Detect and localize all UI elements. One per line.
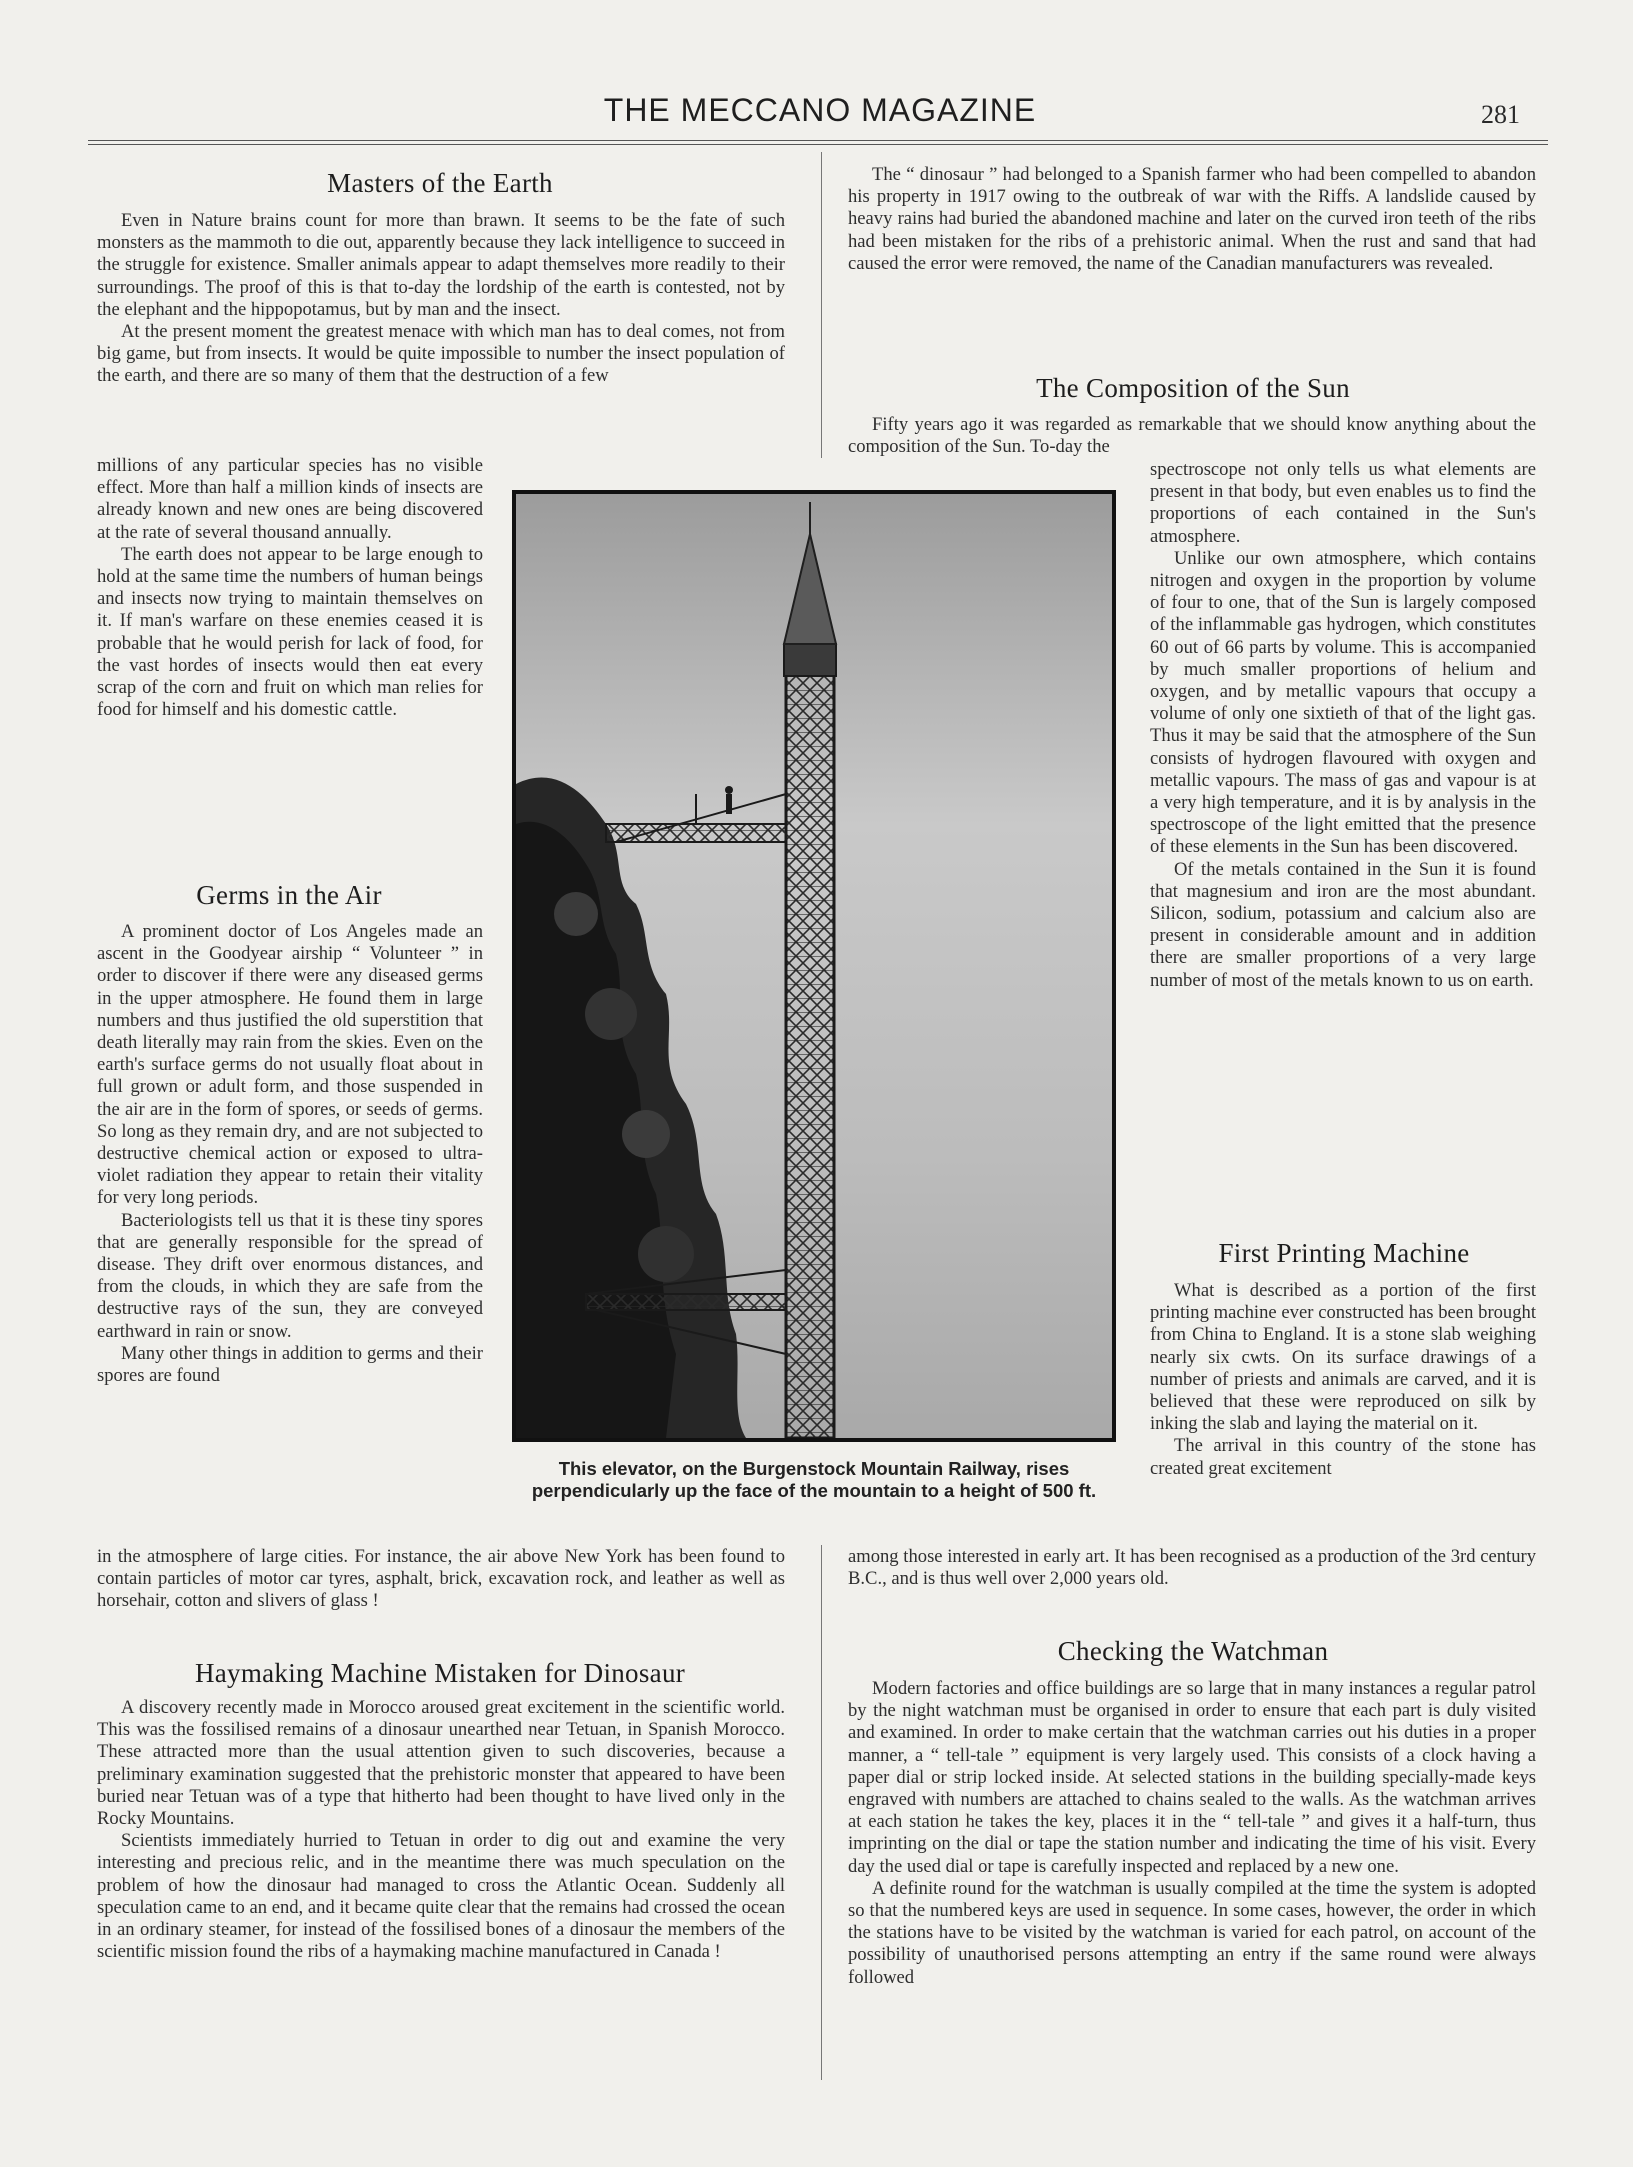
heading-checking-the-watchman: Checking the Watchman bbox=[1057, 1636, 1329, 1666]
masters-text bbox=[97, 210, 785, 388]
printing-paragraph: The arrival in this country of the stone has created great excitement bbox=[1150, 1435, 1536, 1479]
photo-caption: This elevator, on the Burgenstock Mountain Railway, rises perpendicularly up the face of the mountain to a height of 500 ft. bbox=[531, 1458, 1097, 1501]
column-divider-bottom bbox=[821, 1545, 822, 2080]
heading-first-printing-machine: First Printing Machine bbox=[1218, 1238, 1470, 1268]
germs-paragraph: Many other things in addition to germs and their spores are found bbox=[97, 1342, 483, 1387]
printing-continuation bbox=[848, 1546, 1536, 1590]
heading-composition-of-the-sun: The Composition of the Sun bbox=[1036, 373, 1350, 403]
printing-paragraph: among those interested in early art. It has been recognised as a production of the 3rd century B.C., and is thus well over 2,000 years old. bbox=[848, 1546, 1536, 1590]
page-header bbox=[90, 92, 1550, 137]
haymaking-text bbox=[97, 1697, 785, 1963]
haymaking-paragraph: A discovery recently made in Morocco aroused great excitement in the scientific world. This was the fossilised remains of a dinosaur unearthed near Tetuan, in Spanish Morocco. These attracted more than the usual attention given to such discoveries, because a preliminary examination suggested that the prehistoric monster that appeared to have been buried near Tetuan was of a type that hitherto had been thought to have lived only in the Rocky Mountains. bbox=[97, 1697, 785, 1830]
sun-paragraph: Of the metals contained in the Sun it is found that magnesium and iron are the most abundant. Silicon, sodium, potassium and calcium also are present in considerable amount and in addition there are smaller proportions of a very large number of most of the metals known to us on earth. bbox=[1150, 858, 1536, 991]
germs-paragraph: in the atmosphere of large cities. For instance, the air above New York has been found to contain particles of motor car tyres, asphalt, brick, excavation rock, and leather as well as horsehair, cotton and slivers of glass ! bbox=[97, 1546, 785, 1612]
germs-paragraph: A prominent doctor of Los Angeles made an ascent in the Goodyear airship “ Volunteer ” in order to discover if there were any diseased germs in the upper atmosphere. He found them in large numbers and thus justified the old superstition that death literally may rain from the skies. Even on the earth's surface germs do not usually float about in full grown or adult form, and those suspended in the air are in the form of spores, or seeds of germs. So long as they remain dry, and are not subjected to destructive chemical action or exposed to ultra-violet radiation they appear to retain their vitality for very long periods. bbox=[97, 921, 483, 1209]
magazine-title: THE MECCANO MAGAZINE bbox=[603, 92, 1037, 128]
heading-masters-of-the-earth: Masters of the Earth bbox=[327, 168, 553, 198]
header-rule bbox=[88, 140, 1548, 141]
masters-paragraph: Even in Nature brains count for more than brawn. It seems to be the fate of such monsters as the mammoth to die out, apparently because they lack intelligence to succeed in the struggle for existence. Smaller animals appear to adapt themselves more readily to their surroundings. The proof of this is that to-day the lordship of the earth is contested, not by the elephant and the hippopotamus, but by man and the insect. bbox=[97, 210, 785, 320]
masters-narrow-text bbox=[97, 455, 483, 721]
masters-paragraph: millions of any particular species has no visible effect. More than half a million kinds of insects are already known and new ones are being discovered at the rate of several thousand annually. bbox=[97, 455, 483, 543]
haymaking-paragraph: The “ dinosaur ” had belonged to a Spanish farmer who had been compelled to abandon his property in 1917 owing to the outbreak of war with the Riffs. A landslide caused by heavy rains had buried the abandoned machine and later on the curved iron teeth of the ribs had been mistaken for the ribs of a prehistoric animal. When the rust and sand that had caused the error were removed, the name of the Canadian manufacturers was revealed. bbox=[848, 164, 1536, 274]
watchman-paragraph: A definite round for the watchman is usually compiled at the time the system is adopted so that the numbered keys are used in sequence. In some cases, however, the order in which the stations have to be visited by the watchman is varied for each patrol, on account of the possibility of unauthorised persons attempting an entry if the same round were always followed bbox=[848, 1877, 1536, 1988]
sun-paragraph: spectroscope not only tells us what elements are present in that body, but even enables us to find the proportions of each contained in the Sun's atmosphere. bbox=[1150, 459, 1536, 547]
sun-paragraph: Fifty years ago it was regarded as remarkable that we should know anything about the composition of the Sun. To-day the bbox=[848, 414, 1536, 458]
watchman-text bbox=[848, 1678, 1536, 1989]
watchman-paragraph: Modern factories and office buildings are so large that in many instances a regular patrol by the night watchman must be organised in order to ensure that each part is duly visited and examined. In order to make certain that the watchman carries out his duties in a proper manner, a “ tell-tale ” equipment is very largely used. This consists of a clock having a paper dial or strip locked inside. At selected stations in the building specially-made keys engraved with numbers are attached to chains sealed to the walls. As the watchman arrives at each station he takes the key, places it in the “ tell-tale ” and gives it a half-turn, thus imprinting on the dial or tape the station number and indicating the time of his visit. Every day the used dial or tape is carefully inspected and replaced by a new one. bbox=[848, 1678, 1536, 1877]
printing-text bbox=[1150, 1280, 1536, 1480]
column-divider-top bbox=[821, 152, 822, 458]
heading-haymaking-machine: Haymaking Machine Mistaken for Dinosaur bbox=[194, 1658, 686, 1688]
masters-paragraph: At the present moment the greatest menace with which man has to deal comes, not from big game, but from insects. It would be quite impossible to number the insect population of the earth, and there are so many of them that the destruction of a few bbox=[97, 321, 785, 387]
page-number: 281 bbox=[1481, 100, 1520, 129]
sun-paragraph: Unlike our own atmosphere, which contains nitrogen and oxygen in the proportion by volume of four to one, that of the Sun is largely composed of the inflammable gas hydrogen, which constitutes 60 out of 66 parts by volume. This is accompanied by much smaller proportions of helium and oxygen, and by metallic vapours that occupy a volume of only one sixtieth of that of the light gas. Thus it may be said that the atmosphere of the Sun consists of hydrogen flavoured with oxygen and metallic vapours. The mass of gas and vapour is at a very high temperature, and it is by analysis in the spectroscope of the light emitted that the presence of these elements in the Sun has been discovered. bbox=[1150, 547, 1536, 858]
heading-germs-in-the-air: Germs in the Air bbox=[196, 880, 382, 910]
sun-intro-text bbox=[848, 414, 1536, 458]
germs-continuation bbox=[97, 1546, 785, 1613]
header-rule-second bbox=[88, 144, 1548, 145]
masters-paragraph: The earth does not appear to be large enough to hold at the same time the numbers of human beings and insects now trying to maintain themselves on it. If man's warfare on these enemies ceased it is probable that he would perish for lack of food, for the vast hordes of insects would then eat every scrap of the corn and fruit on which man relies for food for himself and his domestic cattle. bbox=[97, 543, 483, 721]
germs-paragraph: Bacteriologists tell us that it is these tiny spores that are generally responsible for the spread of disease. They drift over enormous distances, and from the clouds, in which they are safe from the destructive rays of the sun, they are conveyed earthward in rain or snow. bbox=[97, 1209, 483, 1342]
elevator-illustration bbox=[516, 494, 1112, 1438]
haymaking-continuation bbox=[848, 164, 1536, 275]
sun-narrow-text bbox=[1150, 459, 1536, 992]
printing-paragraph: What is described as a portion of the first printing machine ever constructed has been brought from China to England. It is a stone slab weighing nearly six cwts. On its surface drawings of a number of priests and animals are carved, and it is believed that these were reproduced on silk by inking the slab and laying the material on it. bbox=[1150, 1280, 1536, 1435]
haymaking-paragraph: Scientists immediately hurried to Tetuan in order to dig out and examine the very interesting and precious relic, and in the meantime there was much speculation on the problem of how the dinosaur had managed to cross the Atlantic Ocean. Suddenly all speculation came to an end, and it became quite clear that the remains had crossed the ocean in an ordinary steamer, for instead of the fossilised bones of a dinosaur the members of the scientific mission found the ribs of a haymaking machine manufactured in Canada ! bbox=[97, 1830, 785, 1963]
elevator-photograph bbox=[512, 490, 1116, 1442]
germs-text bbox=[97, 921, 483, 1387]
